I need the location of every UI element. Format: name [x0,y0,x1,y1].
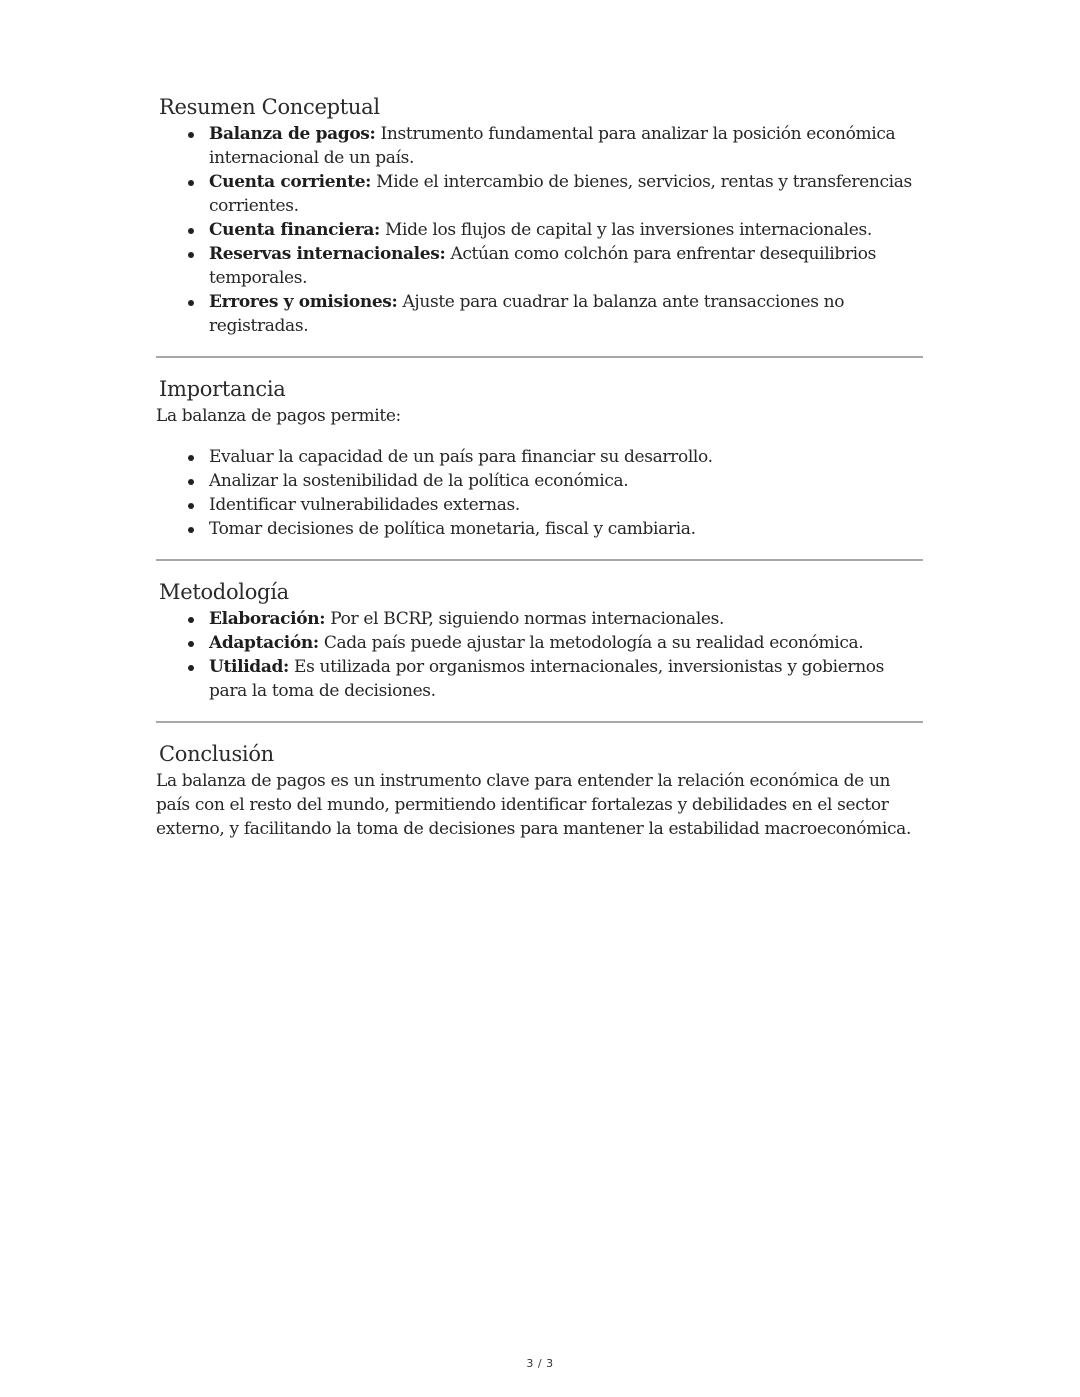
section-importancia [156,374,923,541]
definition: Mide los flujos de capital y las inversiones internacionales. [379,220,872,240]
section-heading: Resumen Conceptual [159,95,380,119]
list-item [209,122,923,170]
section-resumen-conceptual [156,92,923,338]
list-item: Tomar decisiones de política monetaria, fiscal y cambiaria. [209,517,923,541]
definition: Cada país puede ajustar la metodología a su realidad económica. [318,633,864,653]
list-item [209,170,923,218]
term: Adaptación: [209,633,319,653]
section-conclusion [156,739,923,841]
term: Cuenta corriente: [209,172,372,192]
term: Utilidad: [209,657,289,677]
section-heading: Metodología [159,580,289,604]
term: Reservas internacionales: [209,244,446,264]
bullet-list [156,607,923,703]
bullet-list [156,122,923,338]
term: Elaboración: [209,609,326,629]
list-item: Identificar vulnerabilidades externas. [209,493,923,517]
list-item: Evaluar la capacidad de un país para financiar su desarrollo. [209,445,923,469]
page-indicator: 3 / 3 [526,1357,554,1370]
list-item [209,290,923,338]
term: Cuenta financiera: [209,220,380,240]
document-page [156,92,923,841]
term: Errores y omisiones: [209,292,398,312]
list-item [209,218,923,242]
conclusion-paragraph: La balanza de pagos es un instrumento clave para entender la relación económica de un país con el resto del mundo, permitiendo identificar fortalezas y debilidades en el sector externo, y facilitando la toma de decisiones para mantener la estabilidad macroeconómica. [156,771,911,839]
definition: Es utilizada por organismos internacionales, inversionistas y gobiernos para la toma de decisiones. [209,657,885,701]
list-item [209,631,923,655]
term: Balanza de pagos: [209,124,376,144]
definition: Ajuste para cuadrar la balanza ante transacciones no registradas. [209,292,845,336]
section-heading: Conclusión [159,742,274,766]
definition: Actúan como colchón para enfrentar desequilibrios temporales. [209,244,877,288]
section-intro: La balanza de pagos permite: [156,406,401,426]
list-item [209,655,923,703]
section-heading: Importancia [159,377,286,401]
list-item [209,607,923,631]
list-item: Analizar la sostenibilidad de la política económica. [209,469,923,493]
definition: Por el BCRP, siguiendo normas internacionales. [325,609,725,629]
definition: Instrumento fundamental para analizar la posición económica internacional de un país. [209,124,896,168]
section-metodologia [156,577,923,703]
bullet-list [156,445,923,541]
list-item [209,242,923,290]
definition: Mide el intercambio de bienes, servicios, rentas y transferencias corrientes. [209,172,912,216]
